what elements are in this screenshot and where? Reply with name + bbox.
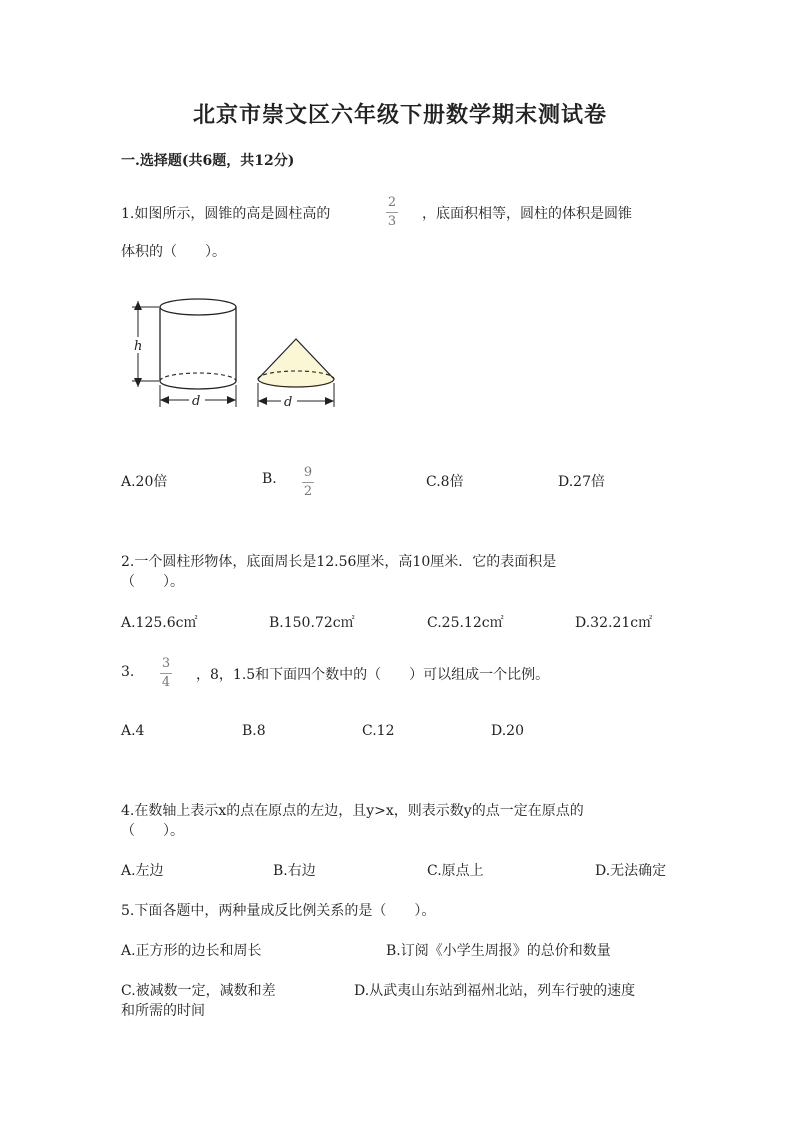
q4-option-c[interactable]: C.原点上 (427, 863, 484, 879)
question-3-fraction (160, 657, 172, 690)
fraction-numerator: 9 (303, 465, 313, 480)
cylinder-diameter-label: d (192, 394, 201, 409)
fraction-denominator: 4 (161, 675, 171, 690)
question-1-text-after: ，底面积相等，圆柱的体积是圆锥 (422, 206, 632, 222)
cylinder-cone-figure (125, 295, 340, 415)
q5-option-b[interactable]: B.订阅《小学生周报》的总价和数量 (386, 943, 611, 959)
q1-option-b-fraction (302, 466, 314, 499)
q5-option-a[interactable]: A.正方形的边长和周长 (121, 943, 262, 959)
q5-option-d-continued: 和所需的时间 (121, 1003, 205, 1019)
q1-option-b[interactable]: B. (262, 471, 277, 487)
fraction-numerator: 3 (161, 656, 171, 671)
question-1-fraction (386, 196, 398, 229)
fraction-bar (160, 673, 172, 674)
question-2-line-2: （ ）。 (121, 574, 184, 590)
q4-option-a[interactable]: A.左边 (121, 863, 164, 879)
question-5-line-1: 5.下面各题中，两种量成反比例关系的是（ ）。 (121, 903, 436, 919)
q3-option-c[interactable]: C.12 (362, 723, 395, 739)
q1-option-c[interactable]: C.8倍 (426, 474, 464, 490)
fraction-bar (386, 212, 398, 213)
q3-option-b[interactable]: B.8 (242, 723, 266, 739)
q1-option-d[interactable]: D.27倍 (558, 474, 605, 490)
question-1-text: 1.如图所示，圆锥的高是圆柱高的 (121, 206, 331, 222)
cone-shape (258, 339, 334, 387)
q2-option-b[interactable]: B.150.72c㎡ (269, 615, 355, 631)
height-label: h (134, 339, 143, 354)
q1-option-a[interactable]: A.20倍 (121, 474, 168, 490)
fraction-bar (302, 482, 314, 483)
q2-option-a[interactable]: A.125.6c㎡ (121, 615, 198, 631)
question-3-text: ，8，1.5和下面四个数中的（ ）可以组成一个比例。 (196, 667, 550, 683)
question-1-line-2: 体积的（ ）。 (121, 244, 226, 260)
q2-option-c[interactable]: C.25.12c㎡ (427, 615, 504, 631)
question-2-line-1: 2.一个圆柱形物体，底面周长是12.56厘米，高10厘米．它的表面积是 (121, 554, 557, 570)
q5-option-d[interactable]: D.从武夷山东站到福州北站，列车行驶的速度 (354, 983, 636, 999)
fraction-denominator: 3 (387, 214, 397, 229)
question-4-line-1: 4.在数轴上表示x的点在原点的左边，且y>x，则表示数y的点一定在原点的 (121, 803, 584, 819)
fraction-numerator: 2 (387, 195, 397, 210)
q3-option-a[interactable]: A.4 (121, 723, 145, 739)
q5-option-c[interactable]: C.被减数一定，减数和差 (121, 983, 276, 999)
q4-option-d[interactable]: D.无法确定 (595, 863, 667, 879)
question-4-line-2: （ ）。 (121, 823, 184, 839)
q2-option-d[interactable]: D.32.21c㎡ (575, 615, 653, 631)
q3-option-d[interactable]: D.20 (491, 723, 524, 739)
section-heading: 一.选择题(共6题，共12分) (121, 153, 295, 169)
page-title: 北京市崇文区六年级下册数学期末测试卷 (192, 102, 607, 128)
question-3-number: 3. (121, 664, 135, 680)
q4-option-b[interactable]: B.右边 (273, 863, 316, 879)
fraction-denominator: 2 (303, 484, 313, 499)
cylinder-shape (160, 299, 236, 389)
cone-diameter-label: d (284, 395, 293, 410)
